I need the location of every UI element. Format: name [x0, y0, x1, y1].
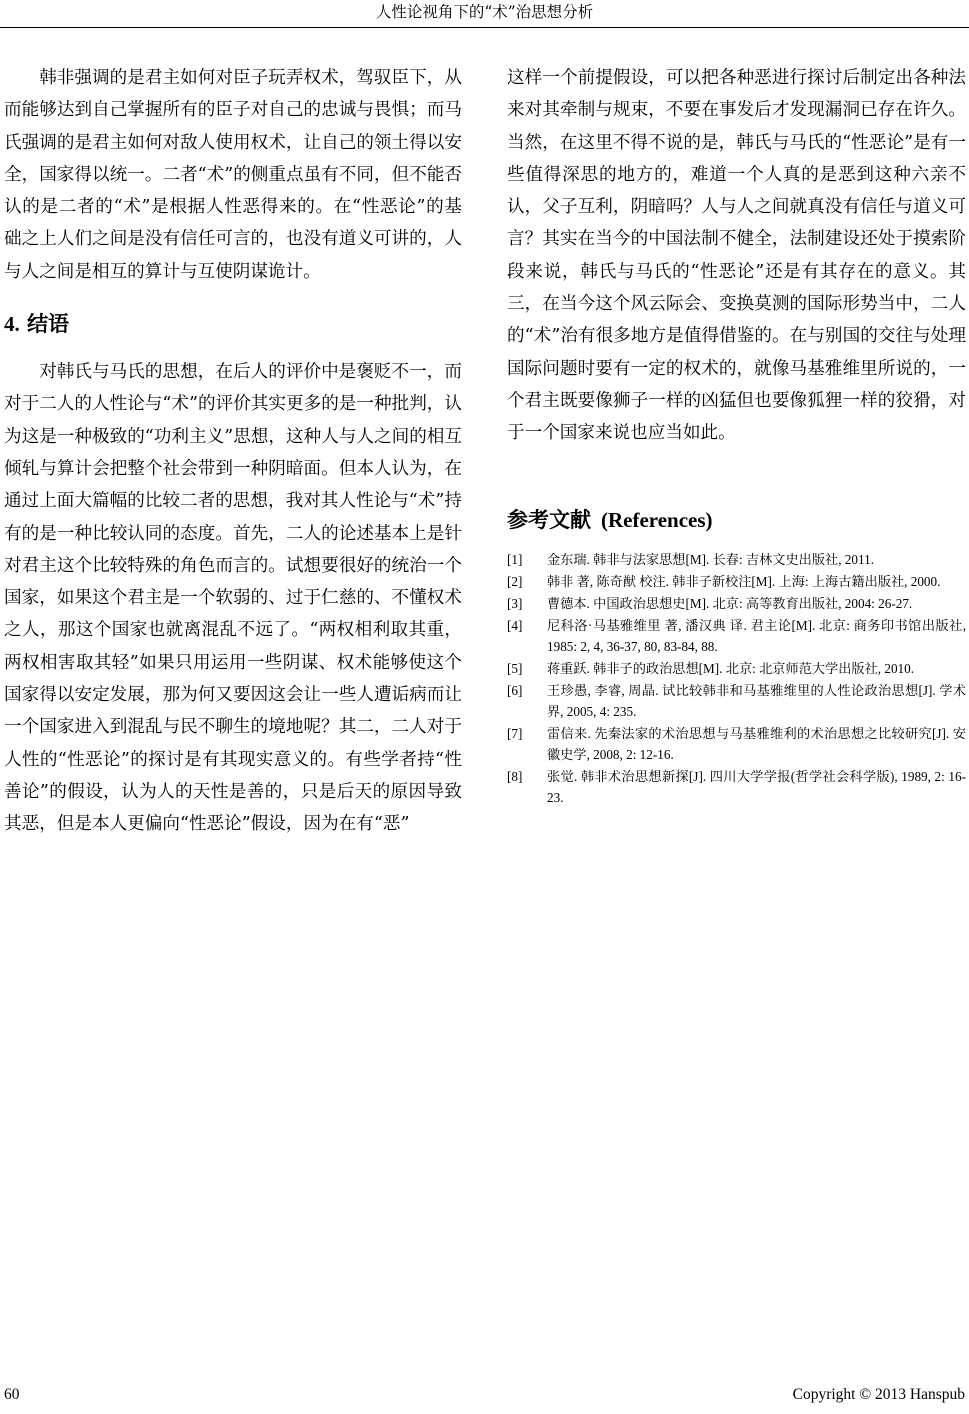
reference-number: [8]: [507, 768, 523, 784]
section-title: 结语: [27, 312, 70, 337]
body-paragraph: 对韩氏与马氏的思想，在后人的评价中是褒贬不一，而对于二人的人性论与“术”的评价其实更多的是一种批判，认为这是一种极致的“功利主义”思想，这种人与人之间的相互倾轧与算计会把整个社会带到一种阴暗面。但本人认为，在通过上面大篇幅的比较二者的思想，我对其人性论与“术”持有的是一种比较认同的态度。首先，二人的论述基本上是针对君主这个比较特殊的角色而言的。试想要很好的统治一个国家，如果这个君主是一个软弱的、过于仁慈的、不懂权术之人，那这个国家也就离混乱不远了。“两权相利取其重，两权相害取其轻”如果只用运用一些阴谋、权术能够使这个国家得以安定发展，那为何又要因这会让一些人遭诟病而让一个国家进入到混乱与民不聊生的境地呢？其二，二人对于人性的“性恶论”的探讨是有其现实意义的。有些学者持“性善论”的假设，认为人的天性是善的，只是后天的原因导致其恶，但是本人更偏向“性恶论”假设，因为在有“恶”: [4, 362, 462, 835]
section-heading: [4, 309, 462, 339]
reference-text: 金东瑞. 韩非与法家思想[M]. 长春: 吉林文史出版社, 2011.: [547, 551, 874, 567]
reference-number: [6]: [507, 682, 523, 698]
body-paragraph: 这样一个前提假设，可以把各种恶进行探讨后制定出各种法来对其牵制与规束，不要在事发后才发现漏洞已存在许久。当然，在这里不得不说的是，韩氏与马氏的“性恶论”是有一些值得深思的地方的，难道一个人真的是恶到这种六亲不认，父子互利，阴暗吗？人与人之间就真没有信任与道义可言？其实在当今的中国法制不健全，法制建设还处于摸索阶段来说，韩氏与马氏的“性恶论”还是有其存在的意义。其三，在当今这个风云际会、变换莫测的国际形势当中，二人的“术”治有很多地方是值得借鉴的。在与别国的交往与处理国际问题时要有一定的权术的，就像马基雅维里所说的，一个君主既要像狮子一样的凶猛但也要像狐狸一样的狡猾，对于一个国家来说也应当如此。: [507, 68, 966, 444]
reference-item: [507, 615, 966, 657]
reference-number: [2]: [507, 573, 523, 589]
reference-text: 韩非 著, 陈奇猷 校注. 韩非子新校注[M]. 上海: 上海古籍出版社, 2000.: [547, 573, 941, 589]
reference-number: [3]: [507, 595, 523, 611]
reference-text: 王珍愚, 李睿, 周晶. 试比较韩非和马基雅维里的人性论政治思想[J]. 学术界, 2005, 4: 235.: [547, 682, 966, 719]
page-number: 60: [4, 1386, 20, 1403]
references-title-en: (References): [601, 507, 713, 532]
references-title: 参考文献: [507, 507, 591, 532]
reference-text: 尼科洛·马基雅维里 著, 潘汉典 译. 君主论[M]. 北京: 商务印书馆出版社, 1985: 2, 4, 36-37, 80, 83-84, 88.: [547, 617, 966, 654]
reference-text: 雷信来. 先秦法家的术治思想与马基雅维利的术治思想之比较研究[J]. 安徽史学, 2008, 2: 12-16.: [547, 725, 966, 762]
reference-item: [507, 680, 966, 722]
reference-number: [5]: [507, 660, 523, 676]
left-column: [4, 62, 462, 841]
body-paragraph: 韩非强调的是君主如何对臣子玩弄权术，驾驭臣下，从而能够达到自己掌握所有的臣子对自己的忠诚与畏惧；而马氏强调的是君主如何对敌人使用权术，让自己的领土得以安全，国家得以统一。二者“术”的侧重点虽有不同，但不能否认的是二者的“术”是根据人性恶得来的。在“性恶论”的基础之上人们之间是没有信任可言的，也没有道义可讲的，人与人之间是相互的算计与互使阴谋诡计。: [4, 68, 462, 282]
reference-item: [507, 658, 966, 679]
copyright-notice: Copyright © 2013 Hanspub: [792, 1386, 965, 1403]
header-rule: [0, 27, 969, 28]
references-heading: [507, 505, 966, 535]
reference-number: [1]: [507, 551, 523, 567]
reference-item: [507, 766, 966, 808]
reference-item: [507, 723, 966, 765]
reference-text: 张觉. 韩非术治思想新探[J]. 四川大学学报(哲学社会科学版), 1989, 2: 16-23.: [547, 768, 966, 805]
reference-list: [507, 549, 966, 808]
running-header: 人性论视角下的“术”治思想分析: [375, 3, 594, 21]
right-column: [507, 62, 966, 809]
reference-text: 曹德本. 中国政治思想史[M]. 北京: 高等教育出版社, 2004: 26-27.: [547, 595, 913, 611]
reference-item: [507, 549, 966, 570]
reference-number: [7]: [507, 725, 523, 741]
reference-text: 蒋重跃. 韩非子的政治思想[M]. 北京: 北京师范大学出版社, 2010.: [547, 660, 915, 676]
reference-number: [4]: [507, 617, 523, 633]
reference-item: [507, 593, 966, 614]
section-number: 4.: [4, 312, 20, 337]
reference-item: [507, 571, 966, 592]
